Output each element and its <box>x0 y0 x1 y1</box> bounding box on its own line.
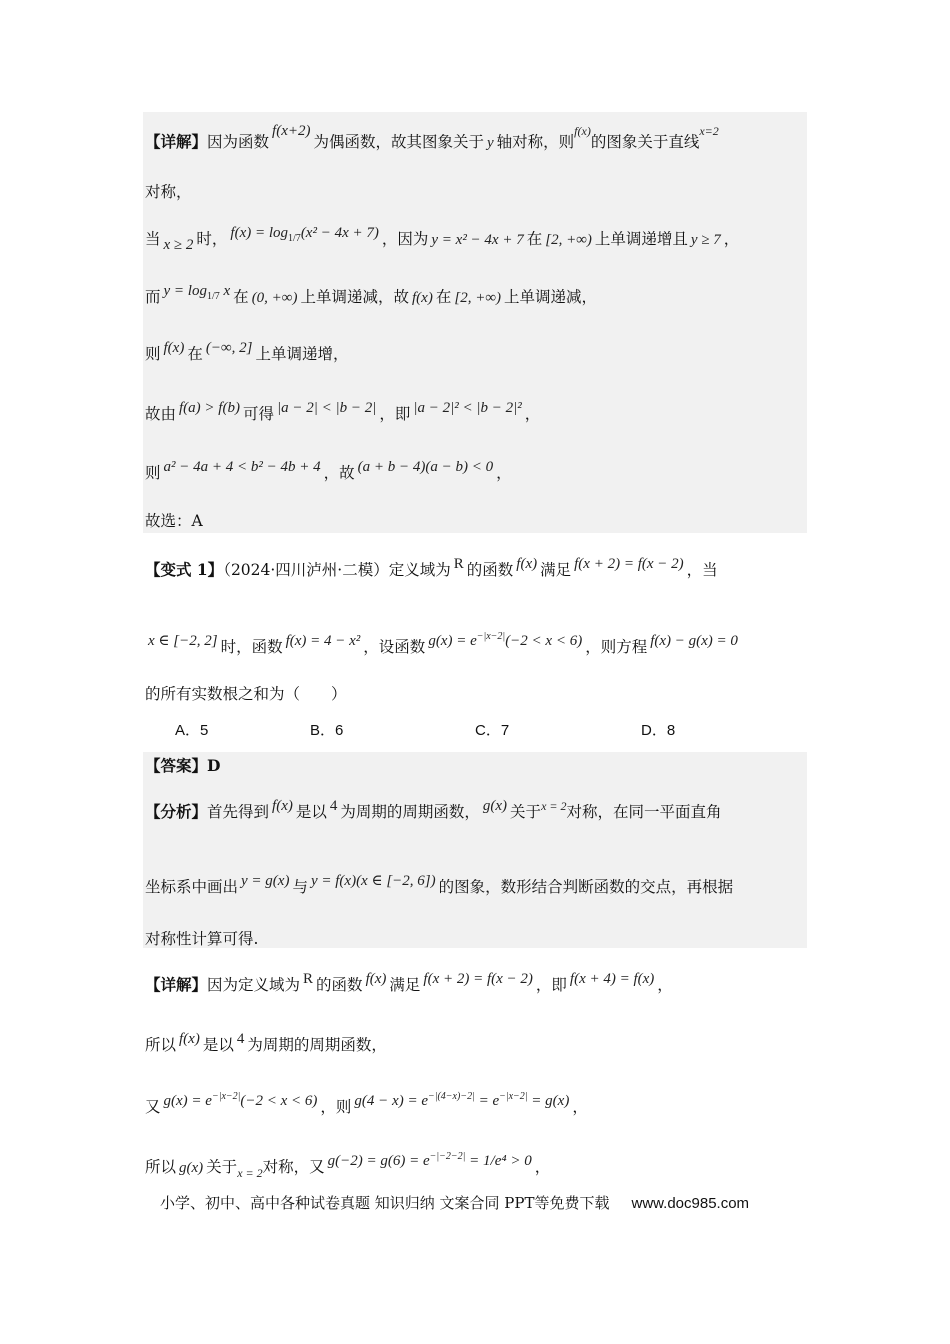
solution-line-5: 则 f(x) 在 (−∞, 2] 上单调递增， <box>145 340 349 363</box>
option-a: A．5 <box>175 722 209 739</box>
solution-line-4: 而 $y = \log_{1/7} x$ 在 (0, +∞) 上单调递减，故 f(x) 在 [2, +∞) 上单调递减， <box>145 283 598 306</box>
analysis-line-3: 对称性计算可得. <box>145 930 259 948</box>
solution-line-6: 故由 f(a) > f(b) 可得 |a − 2| < |b − 2| ，即 |a − 2|² < |b − 2|² ， <box>145 400 541 423</box>
problem-line-2: x ∈ [−2, 2] 时，函数 f(x) = 4 − x² ，设函数 $g(x) = e^{-|x-2|}(-2 < x < 6)$ ，则方程 f(x) − g(x) = 0 <box>148 631 738 656</box>
footer-text: 小学、初中、高中各种试卷真题 知识归纳 文案合同 PPT等免费下载 <box>160 1194 610 1212</box>
analysis-line-2: 坐标系中画出 y = g(x) 与 y = f(x)(x ∈ [−2, 6]) 的图象，数形结合判断函数的交点，再根据 <box>145 873 734 896</box>
problem-line-3: 的所有实数根之和为（ ） <box>145 685 347 703</box>
detail-line-2: 所以 f(x) 是以 4 为周期的周期函数， <box>145 1031 387 1054</box>
footer-url[interactable]: www.doc985.com <box>631 1195 750 1212</box>
solution-line-2: 对称， <box>145 183 192 201</box>
detail-line-3: 又 $g(x) = e^{-|x-2|}(-2 < x < 6)$ ，则 $g(4 - x) = e^{-|(4-x)-2|} = e^{-|x-2|} = g(x)$ ， <box>145 1091 588 1116</box>
option-d: D．8 <box>641 722 676 739</box>
solution-line-3: 当 x ≥ 2 时， $f(x) = \log_{1/7}(x^2 - 4x + 7)$ ，因为 y = x² − 4x + 7 在 [2, +∞) 上单调递增且 y ≥ 7 ， <box>145 225 740 253</box>
option-b: B．6 <box>310 722 344 739</box>
option-c: C．7 <box>475 722 510 739</box>
answer-analysis-shade <box>143 752 807 948</box>
page-footer <box>160 1192 749 1213</box>
answer-line: 【答案】D <box>145 756 221 775</box>
solution-line-1: 【详解】因为函数f(x+2)为偶函数，故其图象关于 y 轴对称，则$^{f(x)}$的图象关于直线$^{x=2}$ <box>145 123 719 151</box>
detail-line-1: 【详解】因为定义域为 R 的函数 f(x) 满足 f(x + 2) = f(x − 2) ，即 f(x + 4) = f(x) ， <box>145 971 673 994</box>
problem-line-1: 【变式 1】（2024·四川泸州·二模）定义域为 R 的函数 f(x) 满足 f(x + 2) = f(x − 2) ，当 <box>145 556 718 579</box>
detail-line-4: 所以 g(x) 关于$_{x = 2}$对称，又 $g(-2) = g(6) = e^{-|-2-2|} = 1/e^4 > 0$ ， <box>145 1151 551 1180</box>
solution-line-7: 则 a² − 4a + 4 < b² − 4b + 4 ，故 (a + b − 4)(a − b) < 0 ， <box>145 459 512 482</box>
analysis-line-1: 【分析】首先得到 f(x) 是以 4 为周期的周期函数， g(x) 关于$^{x = 2}$对称，在同一平面直角 <box>145 798 722 821</box>
solution-answer-choice: 故选：A <box>145 512 203 530</box>
